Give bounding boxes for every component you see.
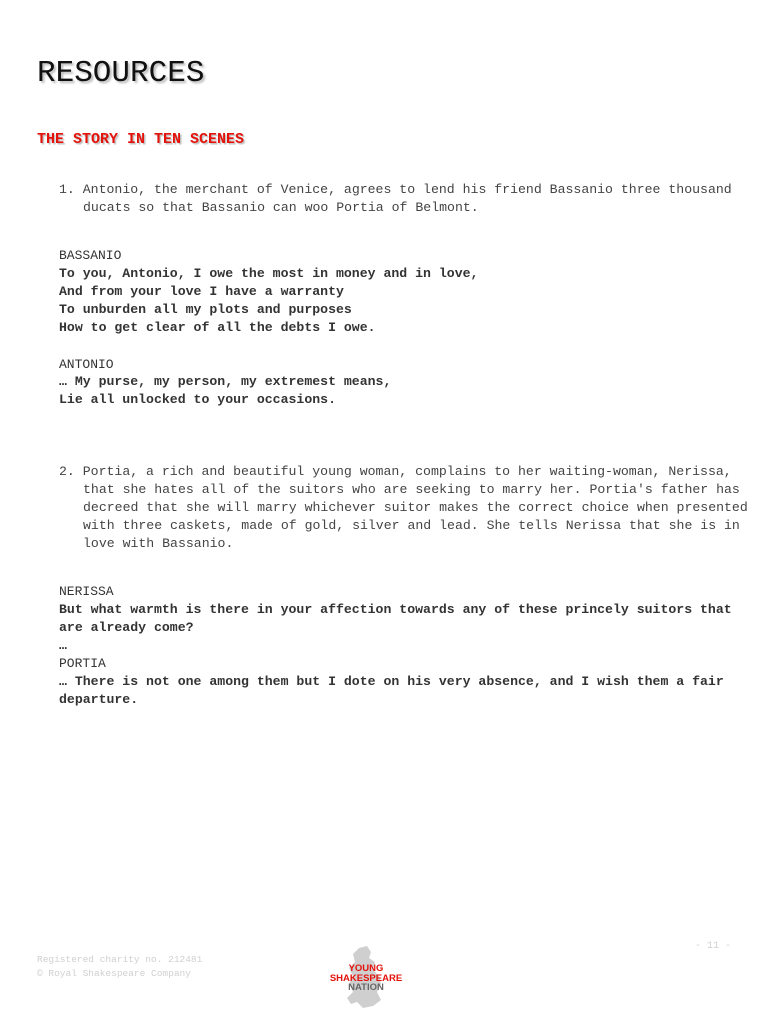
speaker-bassanio: BASSANIO [59,248,122,263]
scene-1-summary [59,181,763,217]
quote-line: … There is not one among them but I dote on his very absence, and I wish them a fair departure. [59,674,724,707]
logo-word-young: YOUNG [348,963,384,974]
page-title: RESOURCES [37,56,205,91]
scene-1-text: Antonio, the merchant of Venice, agrees to lend his friend Bassanio three thousand ducats so that Bassanio can woo Portia of Belmont. [82,182,732,215]
scene-2-summary [59,463,763,553]
quote-line: How to get clear of all the debts I owe. [59,320,376,335]
page-number: - 11 - [695,941,732,952]
scene-2-text: Portia, a rich and beautiful young woman, complains to her waiting-woman, Nerissa, that she hates all of the suitors who are seeking to marry her. Portia's father has decreed that she will marry whichever suitor makes the correct choice when presented with three caskets, made of gold, silver and lead. She tells Nerissa that she is in love with Bassanio. [82,464,748,551]
copyright: © Royal Shakespeare Company [37,968,191,979]
speaker-portia: PORTIA [59,656,106,671]
speaker-antonio: ANTONIO [59,357,114,372]
quote-antonio [59,373,739,409]
quote-line: … [59,638,67,653]
quote-bassanio [59,265,739,337]
logo-word-shakespeare: SHAKESPEARE [329,973,403,984]
logo-word-nation: NATION [348,982,384,993]
quote-line: To unburden all my plots and purposes [59,302,352,317]
quote-portia [59,673,739,709]
section-title: THE STORY IN TEN SCENES [37,131,245,148]
scene-2-number: 2. [59,464,75,479]
young-shakespeare-nation-logo [329,944,405,1010]
speaker-nerissa: NERISSA [59,584,114,599]
footer-info [37,953,202,981]
quote-line: But what warmth is there in your affection towards any of these princely suitors that are already come? [59,602,732,635]
quote-nerissa [59,601,739,655]
scene-1-number: 1. [59,182,75,197]
quote-line: … My purse, my person, my extremest means, [59,374,392,389]
quote-line: To you, Antonio, I owe the most in money and in love, [59,266,479,281]
charity-number: Registered charity no. 212481 [37,954,203,965]
quote-line: Lie all unlocked to your occasions. [59,392,336,407]
quote-line: And from your love I have a warranty [59,284,344,299]
